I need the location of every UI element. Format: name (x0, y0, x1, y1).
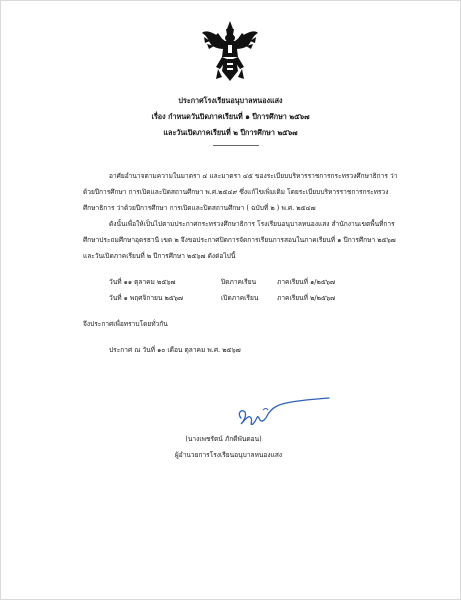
schedule-event: เปิดภาคเรียน (221, 294, 259, 302)
announcement-date: ประกาศ ณ วันที่ ๑๐ เดือน ตุลาคม พ.ศ. ๒๕๖๗ (109, 346, 241, 354)
schedule-list (109, 274, 399, 306)
announcement-heading (1, 93, 460, 141)
announcement-body (83, 154, 399, 358)
schedule-row (109, 274, 399, 290)
body-paragraph-announcement: ดังนั้นเพื่อให้เป็นไปตามประกาศกระทรวงศึกษาธิการ โรงเรียนอนุบาลหนองแสง สำนักงานเขตพื้นที่การศึกษาประถมศึกษาอุดรธานี เขต ๒ จึงขอประกาศปิดการจัดการเรียนการสอนในภาคเรียนที่ ๑ ปีการศึกษา ๒๕๖๗ และวันเปิดภาคเรียนที่ ๒ ปีการศึกษา ๒๕๖๗ ดังต่อไปนี้ (83, 220, 396, 260)
schedule-term: ภาคเรียนที่ ๒/๒๕๖๗ (277, 294, 336, 302)
closing-statement: จึงประกาศเพื่อทราบโดยทั่วกัน (83, 320, 168, 328)
schedule-row (109, 290, 399, 306)
signatory-name: (นางเพชรัตน์ ภักดีพันดอน) (185, 435, 262, 443)
announcement-title: ประกาศโรงเรียนอนุบาลหนองแสง (178, 96, 283, 105)
garuda-emblem (200, 19, 260, 85)
divider-rule (213, 145, 259, 146)
schedule-date: วันที่ ๑๑ ตุลาคม ๒๕๖๗ (109, 278, 176, 286)
signatory-position: ผู้อำนวยการโรงเรียนอนุบาลหนองแสง (174, 451, 283, 459)
schedule-event: ปิดภาคเรียน (221, 278, 257, 286)
subject-line: เรื่อง กำหนดวันปิดภาคเรียนที่ ๑ ปีการศึกษา ๒๕๖๗ (151, 112, 310, 121)
schedule-date: วันที่ ๑ พฤศจิกายน ๒๕๖๗ (109, 294, 183, 302)
body-paragraph-authority: อาศัยอำนาจตามความในมาตรา ๔ และมาตรา ๔๕ ของระเบียบบริหารราชการกระทรวงศึกษาธิการ ว่าด้วยปีการศึกษา การเปิดและปิดสถานศึกษา พ.ศ.๒๕๔๙ ซึ่งแก้ไขเพิ่มเติม โดยระเบียบบริหารราชการกระทรวงศึกษาธิการ ว่าด้วยปีการศึกษา การเปิดและปิดสถานศึกษา ( ฉบับที่ ๒ ) พ.ศ. ๒๕๔๗ (83, 172, 398, 212)
handwritten-signature (233, 396, 333, 432)
subject-line-continued: และวันเปิดภาคเรียนที่ ๒ ปีการศึกษา ๒๕๖๗ (163, 128, 298, 137)
schedule-term: ภาคเรียนที่ ๑/๒๕๖๗ (277, 278, 335, 286)
signature-block (1, 431, 460, 463)
